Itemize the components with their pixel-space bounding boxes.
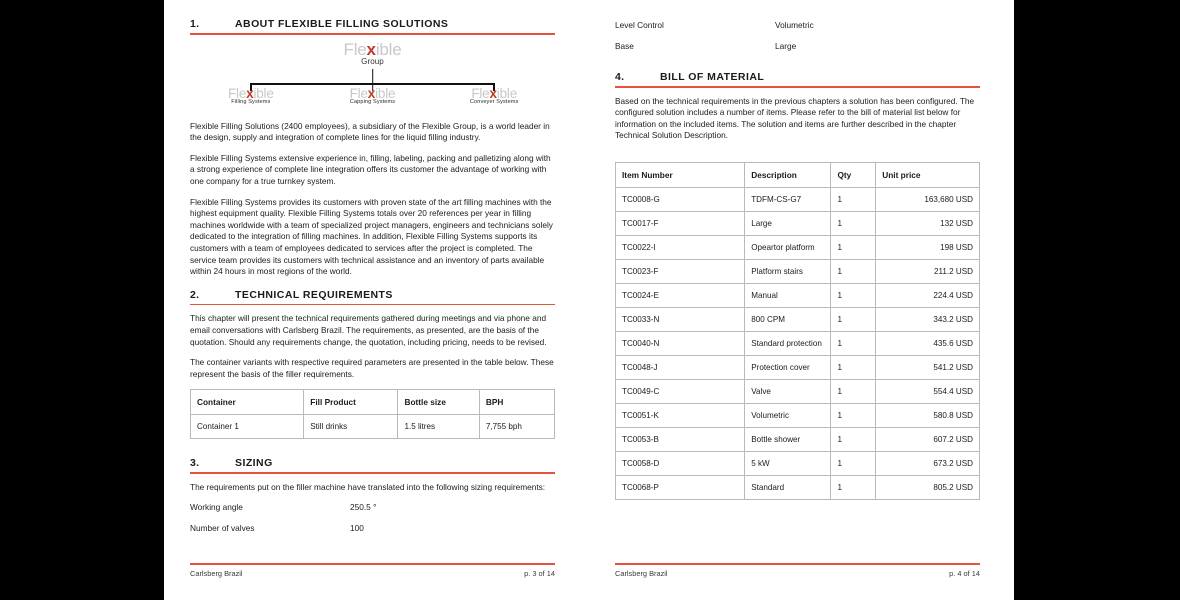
cell-unit-price: 198 USD — [876, 235, 980, 259]
orgchart-child-node — [190, 87, 312, 106]
cell-item-number: TC0008-G — [616, 187, 745, 211]
table-header-row — [616, 162, 980, 187]
logo-wordmark: Flexible — [343, 39, 402, 59]
spec-row-number-of-valves — [190, 523, 555, 533]
cell-unit-price: 343.2 USD — [876, 307, 980, 331]
cell-unit-price: 435.6 USD — [876, 331, 980, 355]
table-row — [616, 379, 980, 403]
spec-label: Working angle — [190, 502, 243, 513]
cell-description: Manual — [745, 283, 831, 307]
logo-subtitle: Conveyer Systems — [469, 99, 519, 106]
section-sizing — [190, 457, 555, 533]
footer-rule — [190, 563, 555, 565]
footer-page-number: p. 3 of 14 — [524, 569, 555, 578]
table-row — [616, 235, 980, 259]
spec-row-level-control — [615, 20, 980, 30]
spec-value: 100 — [350, 523, 364, 534]
cell-description: TDFM-CS-G7 — [745, 187, 831, 211]
cell-description: Volumetric — [745, 403, 831, 427]
page-footer-right — [615, 563, 980, 578]
flexible-capping-systems-logo — [312, 87, 434, 106]
flexible-conveyer-systems-logo — [433, 87, 555, 106]
orgchart-child-node — [433, 87, 555, 106]
cell-description: 5 kW — [745, 451, 831, 475]
cell-item-number: TC0048-J — [616, 355, 745, 379]
table-row — [616, 211, 980, 235]
orgchart-root-node — [190, 41, 555, 66]
flexible-group-orgchart-diagram — [190, 41, 555, 113]
column-header-bph: BPH — [479, 390, 554, 415]
cell-item-number: TC0040-N — [616, 331, 745, 355]
cell-item-number: TC0023-F — [616, 259, 745, 283]
page-footer-left — [190, 563, 555, 578]
cell-item-number: TC0058-D — [616, 451, 745, 475]
paragraph: Flexible Filling Systems provides its customers with proven state of the art filling machines with the highest equipment quality. Flexible Filling Systems totals over 20 references per year in filling machines worldwide with a team of specialized project managers, engineers and technicians solely dedicated to the integration of filling machines. In addition, Flexible Filling Systems supports its customers with a team of employees dedicated to services after the project is completed. The service team provides its customers with technical assistance and an inventory of parts available within 24 hours in most regions of the world. — [190, 196, 553, 277]
section-title: ABOUT FLEXIBLE FILLING SOLUTIONS — [235, 18, 449, 30]
section-number: 1. — [190, 18, 200, 30]
spec-label: Base — [615, 41, 634, 51]
logo-wordmark: Flexible — [349, 85, 396, 101]
logo-wordmark: Flexible — [471, 85, 517, 101]
cell-qty: 1 — [831, 307, 876, 331]
cell-unit-price: 607.2 USD — [876, 427, 980, 451]
container-requirements-table — [190, 389, 555, 439]
document-page-left — [164, 0, 589, 600]
section-number: 3. — [190, 457, 200, 470]
cell-description: Standard — [745, 475, 831, 499]
table-row — [191, 415, 555, 439]
paragraph: Based on the technical requirements in the previous chapters a solution has been configured. The configured solution includes a number of items. Please refer to the bill of material list below for information on the included items. The solution and items are further described in the chapter Technical Solution Description. — [615, 95, 975, 141]
cell-bottle-size: 1.5 litres — [398, 415, 479, 439]
cell-description: Large — [745, 211, 831, 235]
column-header-item-number: Item Number — [616, 162, 745, 187]
table-row — [616, 451, 980, 475]
spec-row-base — [615, 41, 980, 51]
cell-item-number: TC0033-N — [616, 307, 745, 331]
heading-rule — [190, 33, 555, 35]
paragraph: The container variants with respective required parameters are presented in the table below. These represent the basis of the filler requirements. — [190, 357, 554, 379]
cell-unit-price: 132 USD — [876, 211, 980, 235]
bill-of-material-table — [615, 162, 980, 500]
cell-description: Bottle shower — [745, 427, 831, 451]
cell-qty: 1 — [831, 235, 876, 259]
section-bill-of-material — [615, 71, 980, 500]
spec-value: Volumetric — [775, 20, 814, 30]
table-row — [616, 427, 980, 451]
cell-unit-price: 673.2 USD — [876, 451, 980, 475]
table-header-row — [191, 390, 555, 415]
cell-qty: 1 — [831, 187, 876, 211]
cell-item-number: TC0049-C — [616, 379, 745, 403]
spec-row-working-angle — [190, 502, 555, 512]
section-about — [190, 18, 555, 278]
footer-page-number: p. 4 of 14 — [949, 569, 980, 578]
cell-qty: 1 — [831, 379, 876, 403]
cell-item-number: TC0024-E — [616, 283, 745, 307]
cell-fill-product: Still drinks — [304, 415, 398, 439]
flexible-group-logo — [190, 41, 555, 66]
section-heading-bill-of-material — [615, 71, 980, 86]
section-title: SIZING — [235, 457, 273, 470]
cell-unit-price: 805.2 USD — [876, 475, 980, 499]
cell-qty: 1 — [831, 259, 876, 283]
column-header-unit-price: Unit price — [876, 162, 980, 187]
cell-description: Opeartor platform — [745, 235, 831, 259]
spec-value: 250.5 ° — [350, 502, 377, 513]
page-spread — [164, 0, 1014, 600]
cell-unit-price: 224.4 USD — [876, 283, 980, 307]
cell-qty: 1 — [831, 283, 876, 307]
spec-value: Large — [775, 41, 797, 51]
paragraph: Flexible Filling Systems extensive experience in, filling, labeling, packing and palletizing along with a strong experience of complete line integration offers its customer the advantage of working with one company for a true turnkey system. — [190, 152, 551, 186]
cell-item-number: TC0051-K — [616, 403, 745, 427]
cell-item-number: TC0068-P — [616, 475, 745, 499]
logo-subtitle: Capping Systems — [349, 99, 396, 106]
cell-unit-price: 554.4 USD — [876, 379, 980, 403]
cell-qty: 1 — [831, 355, 876, 379]
orgchart-child-nodes — [190, 87, 555, 106]
table-row — [616, 355, 980, 379]
section-heading-technical-requirements — [190, 289, 555, 304]
cell-description: 800 CPM — [745, 307, 831, 331]
logo-subtitle: Group — [361, 56, 384, 66]
cell-qty: 1 — [831, 475, 876, 499]
cell-qty: 1 — [831, 331, 876, 355]
section-number: 2. — [190, 288, 200, 301]
paragraph: Flexible Filling Solutions (2400 employees), a subsidiary of the Flexible Group, is a world leader in the design, supply and integration of complete lines for the liquid filling industry. — [190, 120, 550, 143]
cell-unit-price: 580.8 USD — [876, 403, 980, 427]
paragraph: This chapter will present the technical requirements gathered during meetings and via phone and email conversations with Carlsberg Brazil. The requirements, as presented, are the basis of the quotation. Should any requirements change, the quotation, including pricing, needs to be revised. — [190, 313, 547, 347]
cell-qty: 1 — [831, 403, 876, 427]
cell-qty: 1 — [831, 211, 876, 235]
cell-description: Platform stairs — [745, 259, 831, 283]
footer-rule — [615, 563, 980, 565]
table-row — [616, 307, 980, 331]
cell-unit-price: 541.2 USD — [876, 355, 980, 379]
table-row — [616, 403, 980, 427]
table-row — [616, 283, 980, 307]
bill-of-material-body — [616, 187, 980, 499]
cell-item-number: TC0017-F — [616, 211, 745, 235]
section-title: TECHNICAL REQUIREMENTS — [235, 288, 393, 301]
column-header-description: Description — [745, 162, 831, 187]
footer-customer-name: Carlsberg Brazil — [615, 569, 668, 578]
column-header-bottle-size: Bottle size — [398, 390, 479, 415]
cell-qty: 1 — [831, 427, 876, 451]
logo-subtitle: Filling Systems — [231, 99, 271, 106]
cell-description: Valve — [745, 379, 831, 403]
section-heading-about — [190, 18, 555, 33]
column-header-qty: Qty — [831, 162, 876, 187]
orgchart-child-node — [312, 87, 434, 106]
spec-label: Number of valves — [190, 523, 255, 534]
table-row — [616, 331, 980, 355]
table-row — [616, 187, 980, 211]
table-row — [616, 259, 980, 283]
logo-wordmark: Flexible — [227, 85, 274, 101]
cell-description: Protection cover — [745, 355, 831, 379]
section-number: 4. — [615, 71, 625, 83]
cell-qty: 1 — [831, 451, 876, 475]
table-row — [616, 475, 980, 499]
cell-container: Container 1 — [191, 415, 304, 439]
spec-label: Level Control — [615, 20, 664, 30]
cell-bph: 7,755 bph — [479, 415, 554, 439]
paragraph: The requirements put on the filler machine have translated into the following sizing requirements: — [190, 481, 546, 492]
cell-unit-price: 211.2 USD — [876, 259, 980, 283]
footer-customer-name: Carlsberg Brazil — [190, 569, 243, 578]
cell-unit-price: 163,680 USD — [876, 187, 980, 211]
flexible-filling-systems-logo — [190, 87, 312, 106]
cell-description: Standard protection — [745, 331, 831, 355]
column-header-fill-product: Fill Product — [304, 390, 398, 415]
cell-item-number: TC0053-B — [616, 427, 745, 451]
section-technical-requirements — [190, 289, 555, 440]
cell-item-number: TC0022-I — [616, 235, 745, 259]
column-header-container: Container — [191, 390, 304, 415]
section-title: BILL OF MATERIAL — [660, 71, 765, 83]
document-page-right — [589, 0, 1014, 600]
section-heading-sizing — [190, 457, 555, 472]
